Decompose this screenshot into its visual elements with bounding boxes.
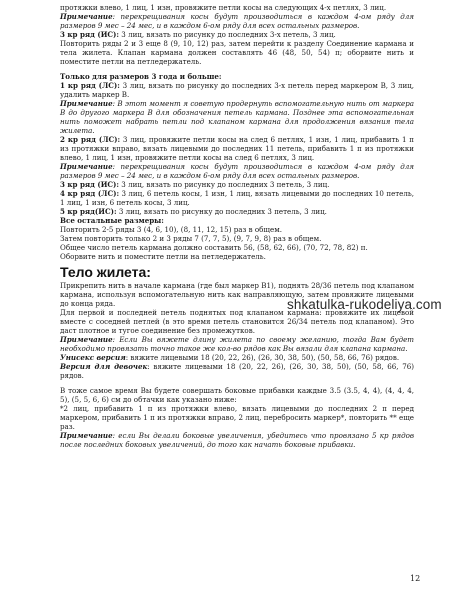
paragraph-label: Примечание: [60, 162, 113, 171]
paragraph-text: Затем повторить только 2 и 3 ряды 7 (7, 7, 5), (9, 7, 9, 8) раз в общем.: [60, 234, 322, 243]
paragraph-label: Унисекс версия: [60, 353, 126, 362]
paragraph-text: Для первой и последней петель поднятых под клапаном кармана: провяжите их лицевой вместе с соседней петлей (в это время петель становится 26/34 петель под клапаном). Это даст плотное и тугое соединение без промежутков.: [60, 308, 414, 335]
labeled-paragraph: [60, 12, 414, 30]
subsection-heading: Только для размеров 3 года и больше:: [60, 72, 222, 81]
labeled-paragraph: [60, 207, 414, 216]
paragraph-label: 5 кр ряд(ИС):: [60, 207, 117, 216]
paragraph-text: : В этот момент я советую продернуть вспомогательную нить от маркера В до другого маркера В для обозначения петель кармана. Позднее эта вспомогательная нить поможет набрать петли под клапаном кармана для продолжения вязания тела жилета.: [60, 99, 414, 135]
paragraph-text: 3 лиц, вязать по рисунку до последних 3 петель, 3 лиц.: [116, 207, 327, 216]
labeled-paragraph: [60, 99, 414, 135]
paragraph-text: 3 лиц, вязать по рисунку до последних 3-х петель, 3 лиц.: [119, 30, 336, 39]
section-heading: Тело жилета:: [60, 264, 151, 280]
paragraph-text: 3 лиц, 6 петель косы, 1 изн, 1 лиц, вязать лицевыми до последних 10 петель, 1 лиц, 1 изн, 6 петель косы, 3 лиц.: [60, 189, 415, 207]
paragraph-text: протяжки влево, 1 лиц, 1 изн, провяжите петли косы на следующих 4-х петлях, 3 лиц.: [60, 3, 387, 12]
paragraph-text: : перекрещивания косы будут производиться в каждом 4-ом ряду для размеров 9 мес – 24 мес, и в каждом 6-ом ряду для всех остальных размеров.: [60, 12, 414, 30]
subsection-heading: Все остальные размеры:: [60, 216, 164, 225]
paragraph: [60, 39, 414, 66]
paragraph-text: : перекрещивания косы будут производиться в каждом 4-ом ряду для размеров 9 мес – 24 мес, и в каждом 6-ом ряду для всех остальных размеров.: [60, 162, 414, 180]
page-number: 12: [410, 574, 421, 583]
labeled-paragraph: [60, 30, 414, 39]
labeled-paragraph: [60, 135, 414, 162]
labeled-paragraph: [60, 162, 414, 180]
labeled-paragraph: [60, 431, 414, 449]
labeled-paragraph: [60, 353, 414, 362]
paragraph-text: : если Вы делали боковые увеличения, убедитесь что провязано 5 кр рядов после последних боковых увеличений, до того как начать боковые прибавки.: [60, 431, 414, 449]
paragraph: [60, 225, 414, 234]
paragraph-text: Общее число петель кармана должно составить 56, (58, 62, 66), (70, 72, 78, 82) п.: [60, 243, 368, 252]
paragraph: [60, 234, 414, 243]
paragraph-text: 3 лиц, вязать по рисунку до последних 3 петель, 3 лиц.: [119, 180, 330, 189]
paragraph-text: : вяжите лицевыми 18 (20, 22, 26), (26, 30, 38, 50), (50, 58, 66, 76) рядов.: [125, 353, 400, 362]
paragraph-label: Примечание: [60, 12, 113, 21]
paragraph-text: : вяжите лицевыми 18 (20, 22, 26), (26, 30, 38, 50), (50, 58, 66, 76) рядов.: [60, 362, 414, 380]
paragraph-text: Прикрепить нить в начале кармана (где был маркер В1), поднять 28/36 петель под клапаном кармана, используя вспомогательную нить как направляющую, затем провяжите лицевыми до конца ряда.: [60, 281, 414, 308]
paragraph: [60, 308, 414, 335]
paragraph-text: *2 лиц, прибавить 1 п из протяжки влево, вязать лицевыми до последних 2 п перед маркером, прибавить 1 п из протяжки вправо, 2 лиц, переброcить маркер*, повторить ** еще раз.: [60, 404, 414, 431]
paragraph-label: 4 кр ряд (ЛС):: [60, 189, 120, 198]
paragraph-label: 3 кр ряд (ИС):: [60, 30, 120, 39]
paragraph-label: 1 кр ряд (ЛС):: [60, 81, 120, 90]
paragraph-text: Повторить 2-5 ряды 3 (4, 6, 10), (8, 11, 12, 15) раз в общем.: [60, 225, 282, 234]
labeled-paragraph: [60, 180, 414, 189]
site-watermark: shkatulka-rukodeliya.com: [287, 297, 442, 312]
paragraph-text: 3 лиц, провяжите петли косы на след 6 петлях, 1 изн, 1 лиц, прибавить 1 п из протяжки вправо, вязать лицевыми до последних 11 петель, прибавить 1 п из протяжки влево, 1 лиц, 1 изн, провяжите петли косы на след 6 петлях, 3 лиц.: [60, 135, 414, 162]
paragraph: [60, 252, 414, 261]
labeled-paragraph: [60, 335, 414, 353]
document-body: [60, 3, 414, 449]
paragraph-label: Примечание: [60, 335, 113, 344]
paragraph-label: 3 кр ряд (ИС):: [60, 180, 120, 189]
paragraph-text: : Если Вы вяжете длину жилета по своему желанию, тогда Вам будет необходимо провязать точно такое же кол-во рядов как Вы вязали для клапана кармана.: [60, 335, 414, 353]
paragraph: [60, 404, 414, 431]
paragraph: [60, 3, 414, 12]
paragraph: [60, 243, 414, 252]
labeled-paragraph: [60, 81, 414, 99]
paragraph-text: Повторить ряды 2 и 3 еще 8 (9, 10, 12) раз, затем перейти к разделу Соединение кармана и тела жилета. Клапан кармана должен составлять 46 (48, 50, 54) п; оборвите нить и поместите петли на петледержатель.: [60, 39, 414, 66]
paragraph-text: Оборвите нить и поместите петли на петледержатель.: [60, 252, 266, 261]
paragraph-text: В тоже самое время Вы будете совершать боковые прибавки каждые 3.5 (3.5, 4, 4), (4, 4, 4, 5), (5, 5, 6, 6) см до обтачки как указано ниже:: [60, 386, 414, 404]
paragraph: [60, 386, 414, 404]
paragraph-text: 3 лиц, вязать по рисунку до последних 3-х петель перед маркером В, 3 лиц, удалить маркер В.: [60, 81, 414, 99]
paragraph-label: Примечание: [60, 99, 113, 108]
paragraph-label: 2 кр ряд (ЛС):: [60, 135, 121, 144]
paragraph-label: Версия для девочек: [60, 362, 148, 371]
paragraph-label: Примечание: [60, 431, 113, 440]
labeled-paragraph: [60, 362, 414, 380]
labeled-paragraph: [60, 189, 414, 207]
